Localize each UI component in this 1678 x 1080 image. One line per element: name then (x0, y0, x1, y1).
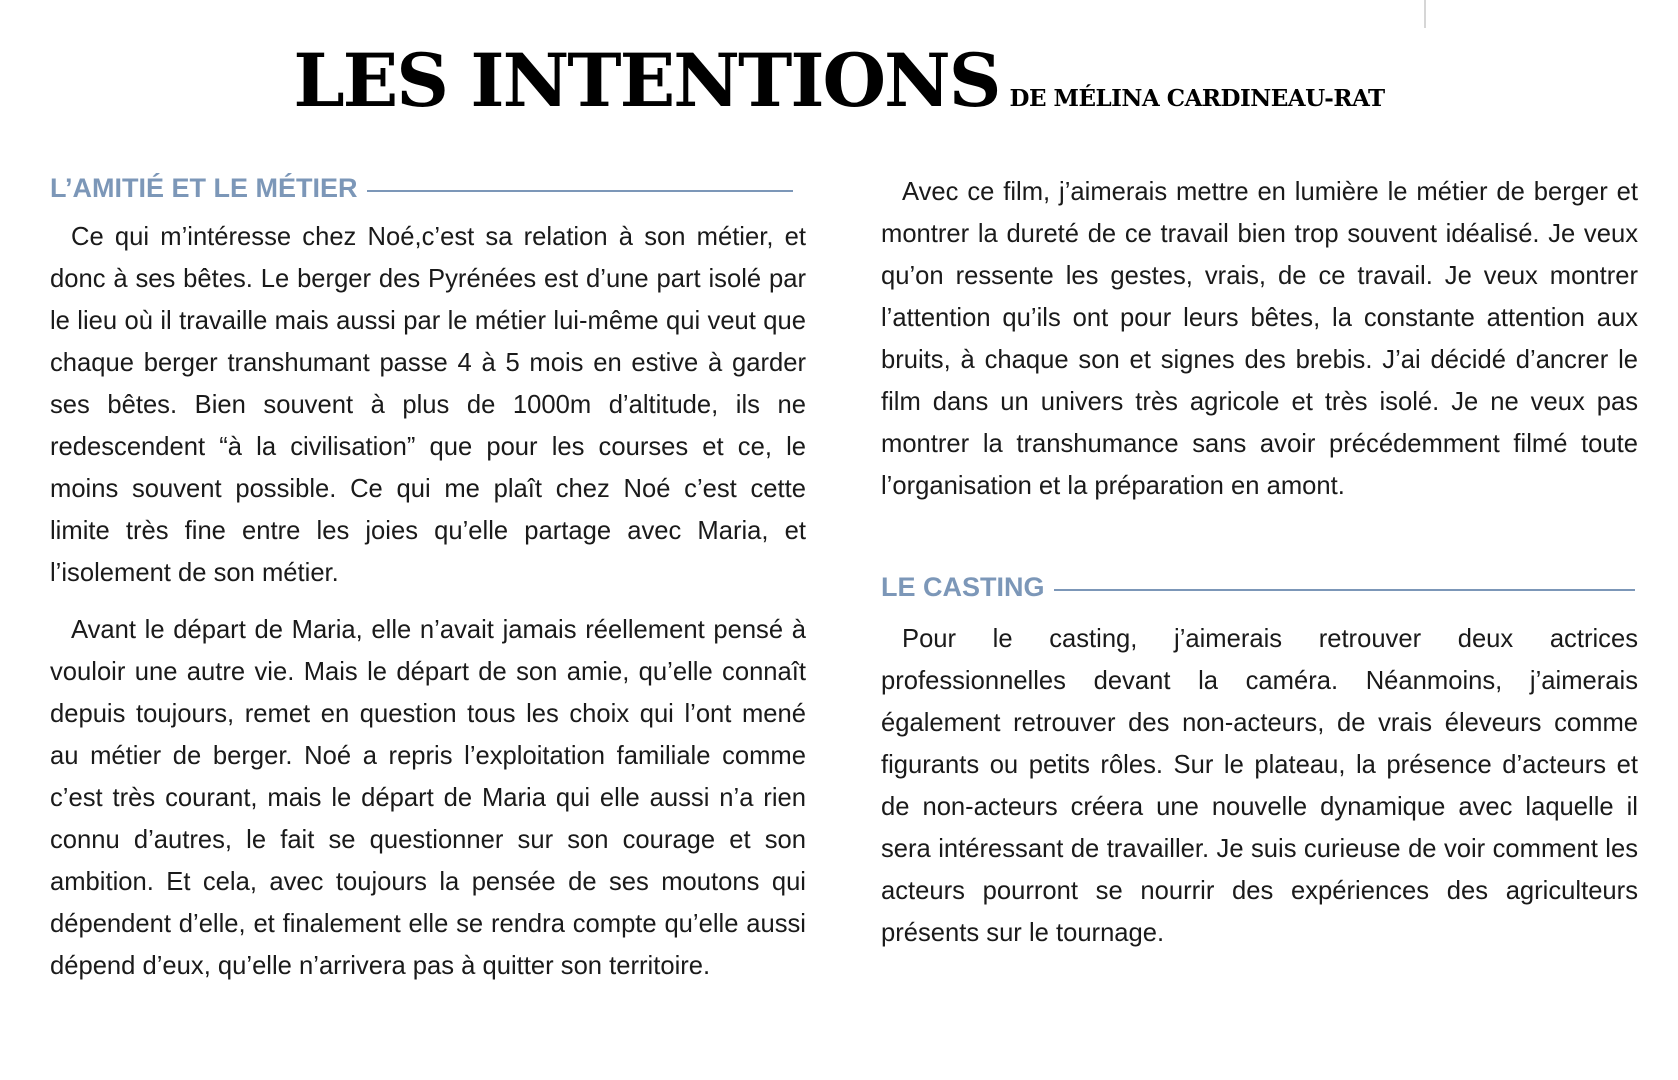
section-heading-rule (367, 190, 793, 192)
paragraph-amitie-3: Avec ce film, j’aimerais mettre en lumière le métier de berger et montrer la dureté de ce travail bien trop souvent idéalisé. Je veux qu’on ressente les gestes, vrais, de ce travail. Je veux montrer l’attention qu’ils ont pour leurs bêtes, la constante attention aux bruits, à chaque son et signes des brebis. J’ai décidé d’ancrer le film dans un univers très agricole et très isolé. Je ne veux pas montrer la transhumance sans avoir précédemment filmé toute l’organisation et la préparation en amont. (881, 178, 1638, 500)
page-header (0, 38, 1678, 124)
paragraph-casting-1: Pour le casting, j’aimerais retrouver deux actrices professionnelles devant la caméra. Néanmoins, j’aimerais également retrouver des non-acteurs, de vrais éleveurs comme figurants ou petits rôles. Sur le plateau, la présence d’acteurs et de non-acteurs créera une nouvelle dynamique avec laquelle il sera intéressant de travailler. Je suis curieuse de voir comment les acteurs pourront se nourrir des expériences des agriculteurs présents sur le tournage. (881, 625, 1638, 947)
section-heading-amitie (50, 172, 793, 204)
author-byline: DE MÉLINA CARDINEAU-RAT (1009, 85, 1385, 112)
section-heading-label: L’AMITIÉ ET LE MÉTIER (50, 172, 358, 203)
section-heading-casting (881, 571, 1635, 603)
page-title: LES INTENTIONS (293, 38, 1000, 124)
paragraph-amitie-1: Ce qui m’intéresse chez Noé,c’est sa relation à son métier, et donc à ses bêtes. Le berger des Pyrénées est d’une part isolé par le lieu où il travaille mais aussi par le métier lui-même qui veut que chaque berger transhumant passe 4 à 5 mois en estive à garder ses bêtes. Bien souvent à plus de 1000m d’altitude, ils ne redescendent “à la civilisation” que pour les courses et ce, le moins souvent possible. Ce qui me plaît chez Noé c’est cette limite très fine entre les joies qu’elle partage avec Maria, et l’isolement de son métier. (50, 223, 806, 587)
paragraph-amitie-2: Avant le départ de Maria, elle n’avait jamais réellement pensé à vouloir une autre vie. Mais le départ de son amie, qu’elle connaît depuis toujours, remet en question tous les choix qui l’ont mené au métier de berger. Noé a repris l’exploitation familiale comme c’est très courant, mais le départ de Maria qui elle aussi n’a rien connu d’autres, le fait se questionner sur son courage et son ambition. Et cela, avec toujours la pensée de ses moutons qui dépendent d’elle, et finalement elle se rendra compte qu’elle aussi dépend d’eux, qu’elle n’arrivera pas à quitter son territoire. (50, 616, 806, 980)
section-heading-label: LE CASTING (881, 571, 1045, 602)
page-edge-mark (1424, 0, 1426, 28)
section-heading-rule (1054, 589, 1635, 591)
